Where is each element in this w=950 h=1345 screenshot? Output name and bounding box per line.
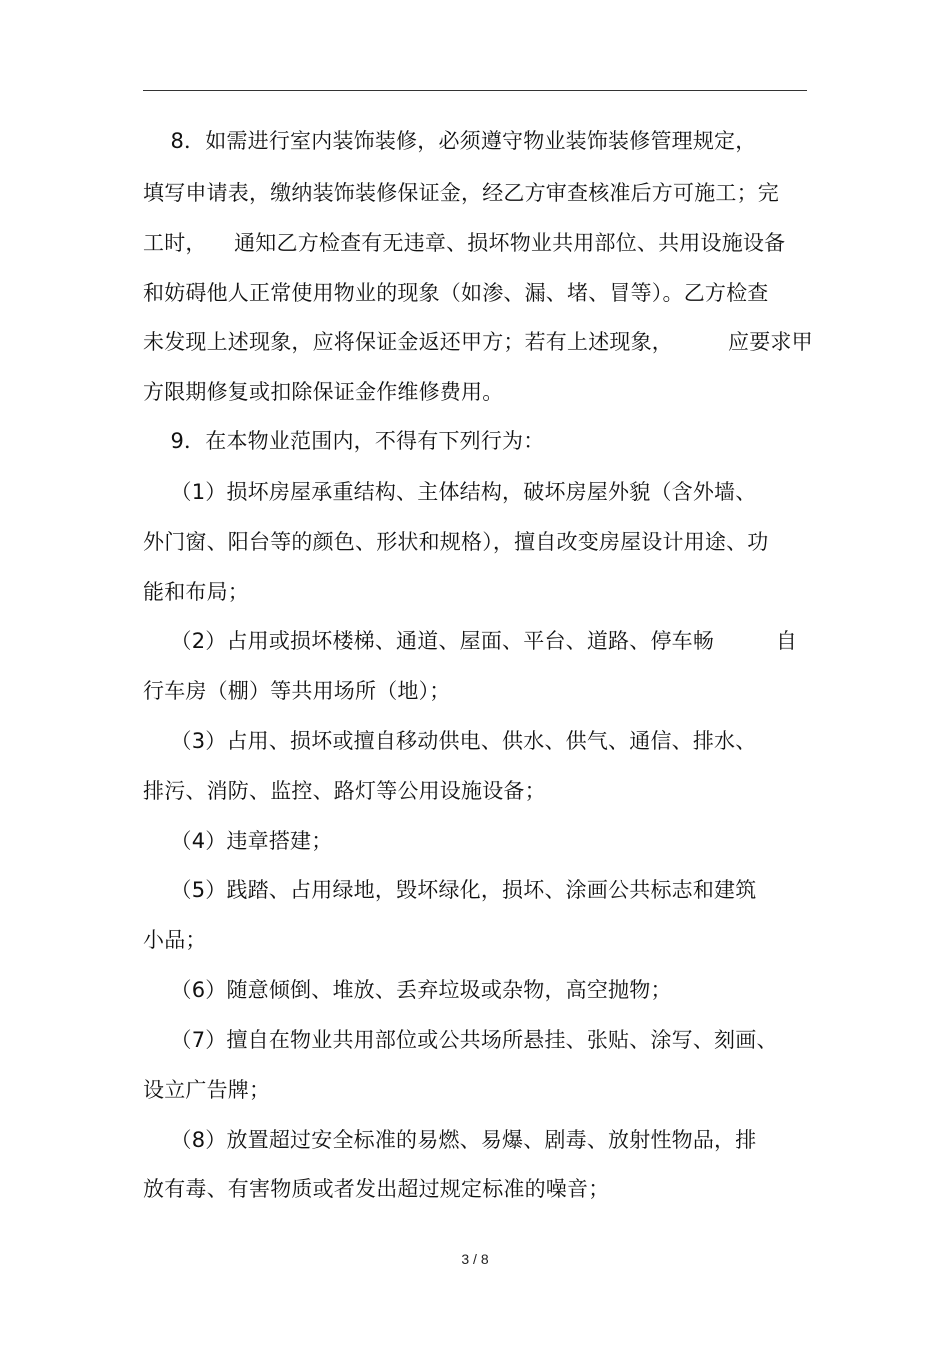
text-line-7: 9．在本物业范围内，不得有下列行为：: [143, 429, 545, 453]
text-line-1: 8．如需进行室内装饰装修，必须遵守物业装饰装修管理规定，: [143, 129, 757, 153]
text-line-5: 未发现上述现象，应将保证金返还甲方；若有上述现象， 应要求甲: [143, 330, 813, 354]
page-number: 3 / 8: [461, 1251, 489, 1267]
text-line-20: 设立广告牌；: [143, 1078, 271, 1102]
text-line-6: 方限期修复或扣除保证金作维修费用。: [143, 380, 504, 404]
text-line-19: （7）擅自在物业共用部位或公共场所悬挂、张贴、涂写、刻画、: [143, 1028, 778, 1052]
text-line-22: 放有毒、有害物质或者发出超过规定标准的噪音；: [143, 1177, 610, 1201]
text-line-11: （2）占用或损坏楼梯、通道、屋面、平台、道路、停车畅 自: [143, 629, 798, 653]
text-line-14: 排污、消防、监控、路灯等公用设施设备；: [143, 779, 546, 803]
text-line-10: 能和布局；: [143, 580, 249, 604]
text-line-8: （1）损坏房屋承重结构、主体结构，破坏房屋外貌（含外墙、: [143, 480, 757, 504]
text-line-16: （5）践踏、占用绿地，毁坏绿化，损坏、涂画公共标志和建筑: [143, 878, 757, 902]
text-line-18: （6）随意倾倒、堆放、丢弃垃圾或杂物，高空抛物；: [143, 978, 672, 1002]
header-rule: [143, 90, 807, 91]
text-line-12: 行车房（棚）等共用场所（地）；: [143, 679, 451, 703]
text-line-13: （3）占用、损坏或擅自移动供电、供水、供气、通信、排水、: [143, 729, 757, 753]
text-line-2: 填写申请表，缴纳装饰装修保证金，经乙方审查核准后方可施工；完: [143, 181, 779, 205]
text-line-9: 外门窗、阳台等的颜色、形状和规格），擅自改变房屋设计用途、功: [143, 530, 769, 554]
text-line-4: 和妨碍他人正常使用物业的现象（如渗、漏、堵、冒等）。乙方检查: [143, 281, 769, 305]
text-line-3: 工时， 通知乙方检查有无违章、损坏物业共用部位、共用设施设备: [143, 231, 786, 255]
text-line-17: 小品；: [143, 928, 207, 952]
text-line-15: （4）违章搭建；: [143, 829, 333, 853]
text-line-21: （8）放置超过安全标准的易燃、易爆、剧毒、放射性物品，排: [143, 1128, 757, 1152]
